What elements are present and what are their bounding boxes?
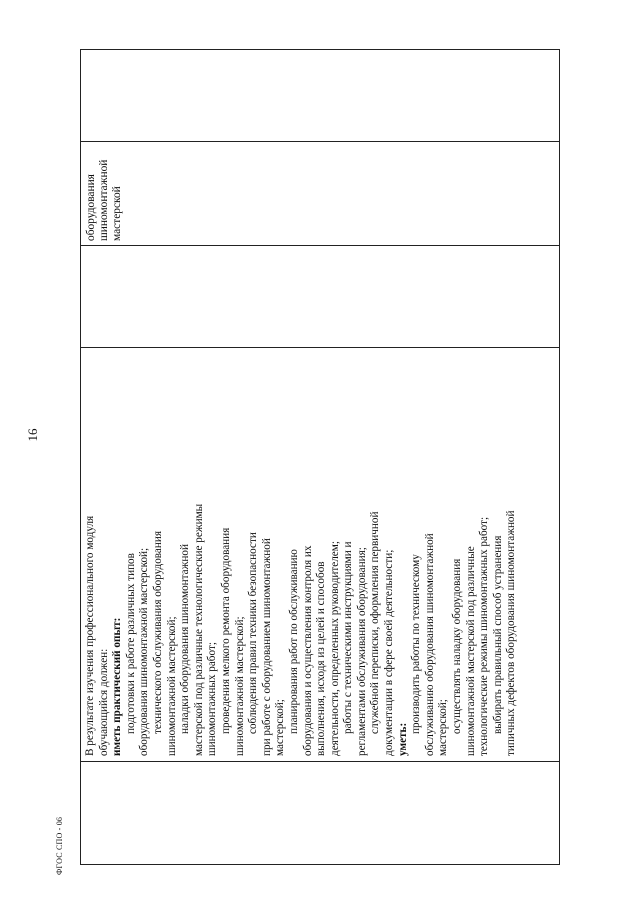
requirement-line: [451, 352, 465, 756]
requirement-line-text: шиномонтажных работ;: [206, 642, 219, 756]
requirement-line: [193, 352, 207, 756]
equipment-line: мастерской: [111, 186, 124, 241]
requirement-line-text: работы с техническими инструкциями и: [342, 541, 355, 734]
requirement-line-text: В результате изучения профессионального модуля: [84, 515, 96, 756]
requirement-line-text: проведения мелкого ремонта оборудования: [219, 527, 232, 734]
module-requirements-cell: [81, 348, 559, 762]
equipment-line: оборудования: [85, 174, 97, 241]
requirement-line-text: уметь:: [396, 722, 409, 756]
requirement-line-text: шиномонтажной мастерской;: [233, 616, 246, 756]
requirement-line-text: подготовки к работе различных типов: [124, 553, 137, 734]
requirement-line-text: производить работы по техническому: [410, 554, 423, 734]
requirement-line-text: при работе с оборудованием шиномонтажной: [260, 538, 273, 756]
requirement-line-text: планирования работ по обслуживанию: [287, 549, 300, 734]
requirement-line: [356, 352, 370, 756]
requirement-line: [369, 352, 383, 756]
requirement-line: [329, 352, 343, 756]
requirement-line: [166, 352, 180, 756]
requirement-line: [261, 352, 275, 756]
equipment-line: шиномонтажной: [98, 159, 111, 241]
requirement-line-text: выполнения, исходя из целей и способов: [315, 561, 328, 756]
requirement-line: [383, 352, 397, 756]
requirement-line: [465, 352, 479, 756]
requirement-line: [84, 352, 98, 756]
requirement-line: [274, 352, 288, 756]
requirement-line-text: соблюдения правил техники безопасности: [247, 532, 260, 734]
requirement-line: [138, 352, 152, 756]
footer-code: ФГОС СПО - 06: [55, 816, 64, 875]
requirement-line: [111, 352, 125, 756]
requirement-line-text: осуществлять наладку оборудования: [451, 558, 464, 734]
requirement-line-text: технического обслуживания оборудования: [151, 530, 164, 734]
requirement-line: [424, 352, 438, 756]
requirement-line: [302, 352, 316, 756]
requirement-line: [315, 352, 329, 756]
requirement-line-text: иметь практический опыт:: [111, 617, 124, 756]
page-number: 16: [25, 428, 40, 442]
requirement-line: [125, 352, 139, 756]
requirement-line: [342, 352, 356, 756]
requirement-line: [437, 352, 451, 756]
requirement-line: [220, 352, 234, 756]
requirement-line: [179, 352, 193, 756]
requirement-line: [98, 352, 112, 756]
requirement-line-text: мастерской;: [274, 699, 287, 756]
requirement-line-text: наладки оборудования шиномонтажной: [179, 544, 192, 734]
requirement-line-text: мастерской под различные технологические режимы: [192, 503, 205, 756]
requirement-line-text: регламентами обслуживания оборудования;: [355, 547, 368, 756]
requirement-line: [206, 352, 220, 756]
requirement-line: [234, 352, 248, 756]
requirement-line-text: типичных дефектов оборудования шиномонтажной: [505, 510, 518, 756]
requirement-line-text: обслуживанию оборудования шиномонтажной: [423, 533, 436, 756]
requirement-line-text: служебной переписки, оформления первичной: [369, 511, 382, 734]
requirement-line: [492, 352, 506, 756]
requirement-line-text: технологические режимы шиномонтажных работ;: [478, 516, 491, 756]
requirement-line: [152, 352, 166, 756]
requirement-line-text: шиномонтажной мастерской;: [165, 616, 178, 756]
requirement-line-text: мастерской;: [437, 699, 450, 756]
requirement-line-text: оборудования шиномонтажной мастерской;: [138, 547, 151, 756]
competency-table: [80, 49, 560, 865]
requirement-line-text: шиномонтажной мастерской под различные: [464, 546, 477, 756]
requirement-line-text: выбирать правильный способ устранения: [491, 535, 504, 734]
requirement-line: [505, 352, 519, 756]
requirement-line-text: обучающийся должен:: [97, 648, 110, 756]
equipment-cell: [81, 142, 559, 246]
requirement-line-text: деятельности, определенных руководителем;: [328, 541, 341, 756]
requirement-line-text: оборудования и осуществления контроля их: [301, 545, 314, 756]
requirement-line: [397, 352, 411, 756]
requirement-line: [288, 352, 302, 756]
requirement-line: [410, 352, 424, 756]
requirement-line: [247, 352, 261, 756]
requirement-line-text: документации в сфере своей деятельности;: [383, 549, 396, 756]
rotated-page: [20, 20, 620, 885]
requirement-line: [478, 352, 492, 756]
